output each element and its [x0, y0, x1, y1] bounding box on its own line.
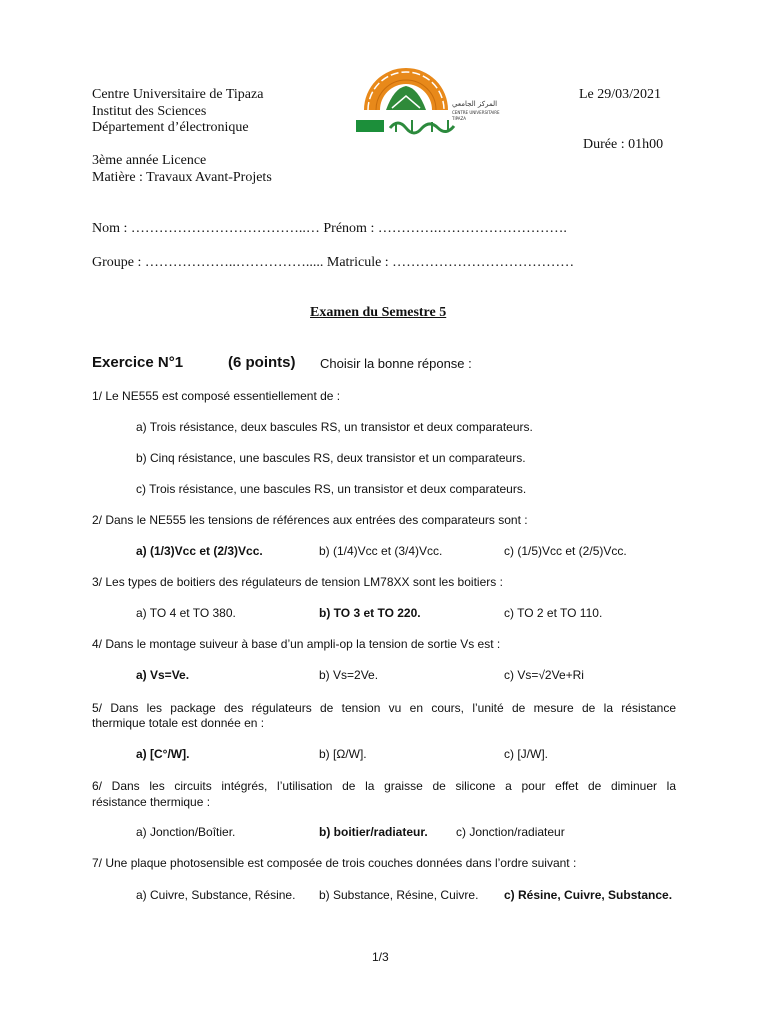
q1-option-a[interactable]: a) Trois résistance, deux bascules RS, un transistor et deux comparateurs.: [136, 420, 533, 434]
q2-option-b[interactable]: b) (1/4)Vcc et (3/4)Vcc.: [319, 544, 443, 558]
question-6-cont: résistance thermique :: [92, 795, 211, 809]
q3-option-a[interactable]: a) TO 4 et TO 380.: [136, 606, 236, 620]
q7-option-c[interactable]: c) Résine, Cuivre, Substance.: [504, 888, 673, 902]
exam-title: Examen du Semestre 5: [310, 305, 447, 320]
question-6: 6/ Dans les circuits intégrés, l’utilisation de la graisse de silicone a pour effet de diminuer la: [92, 779, 676, 793]
q2-option-a[interactable]: a) (1/3)Vcc et (2/3)Vcc.: [136, 544, 263, 558]
q5-option-a[interactable]: a) [C°/W].: [136, 747, 190, 761]
question-3: 3/ Les types de boitiers des régulateurs de tension LM78XX sont les boitiers :: [92, 575, 503, 589]
q4-option-b[interactable]: b) Vs=2Ve.: [319, 668, 379, 682]
exercise-points: (6 points): [228, 354, 296, 371]
department-name: Département d’électronique: [92, 120, 249, 135]
question-2: 2/ Dans le NE555 les tensions de références aux entrées des comparateurs sont :: [92, 513, 528, 527]
q1-option-b[interactable]: b) Cinq résistance, une bascules RS, deux transistor et un comparateurs.: [136, 451, 526, 465]
question-1: 1/ Le NE555 est composé essentiellement de :: [92, 389, 341, 403]
q4-option-a[interactable]: a) Vs=Ve.: [136, 668, 190, 682]
q4-option-c[interactable]: c) Vs=√2Ve+Ri: [504, 668, 584, 682]
q7-option-a[interactable]: a) Cuivre, Substance, Résine.: [136, 888, 296, 902]
groupe-matricule-field[interactable]: Groupe : ………………..……………..... Matricule : …………………………………: [92, 255, 575, 270]
q1-option-c[interactable]: c) Trois résistance, une bascules RS, un transistor et deux comparateurs.: [136, 482, 527, 496]
logo-name-text: TIPAZA: [452, 116, 466, 121]
q6-option-b[interactable]: b) boitier/radiateur.: [319, 825, 428, 839]
logo-calligraphy-icon: [388, 114, 460, 136]
exercise-instruction: Choisir la bonne réponse :: [320, 356, 472, 371]
q3-option-c[interactable]: c) TO 2 et TO 110.: [504, 606, 603, 620]
q3-option-b[interactable]: b) TO 3 et TO 220.: [319, 606, 421, 620]
q6-option-a[interactable]: a) Jonction/Boîtier.: [136, 825, 236, 839]
page-number: 1/3: [372, 950, 389, 964]
institute-name: Institut des Sciences: [92, 104, 207, 119]
subject-text: Matière : Travaux Avant-Projets: [92, 170, 272, 185]
logo-french-text: CENTRE UNIVERSITAIRE: [452, 110, 500, 115]
institution-name: Centre Universitaire de Tipaza: [92, 87, 264, 102]
exam-date: Le 29/03/2021: [579, 87, 662, 102]
level-text: 3ème année Licence: [92, 153, 207, 168]
logo-arabic-text: المركز الجامعي: [452, 100, 498, 108]
exam-duration: Durée : 01h00: [583, 137, 664, 152]
q2-option-c[interactable]: c) (1/5)Vcc et (2/5)Vcc.: [504, 544, 627, 558]
question-4: 4/ Dans le montage suiveur à base d’un ampli-op la tension de sortie Vs est :: [92, 637, 501, 651]
exercise-title: Exercice N°1: [92, 354, 184, 371]
q7-option-b[interactable]: b) Substance, Résine, Cuivre.: [319, 888, 479, 902]
question-7: 7/ Une plaque photosensible est composée de trois couches données dans l’ordre suivant :: [92, 856, 577, 870]
question-5-cont: thermique totale est donnée en :: [92, 716, 265, 730]
q6-option-c[interactable]: c) Jonction/radiateur: [456, 825, 565, 839]
nom-prenom-field[interactable]: Nom : ………………………………..… Prénom : ………….……………………….: [92, 221, 567, 236]
university-logo: [352, 52, 500, 142]
q5-option-c[interactable]: c) [J/W].: [504, 747, 548, 761]
q5-option-b[interactable]: b) [Ω/W].: [319, 747, 367, 761]
question-5: 5/ Dans les package des régulateurs de tension vu en cours, l’unité de mesure de la résistance: [92, 701, 676, 715]
